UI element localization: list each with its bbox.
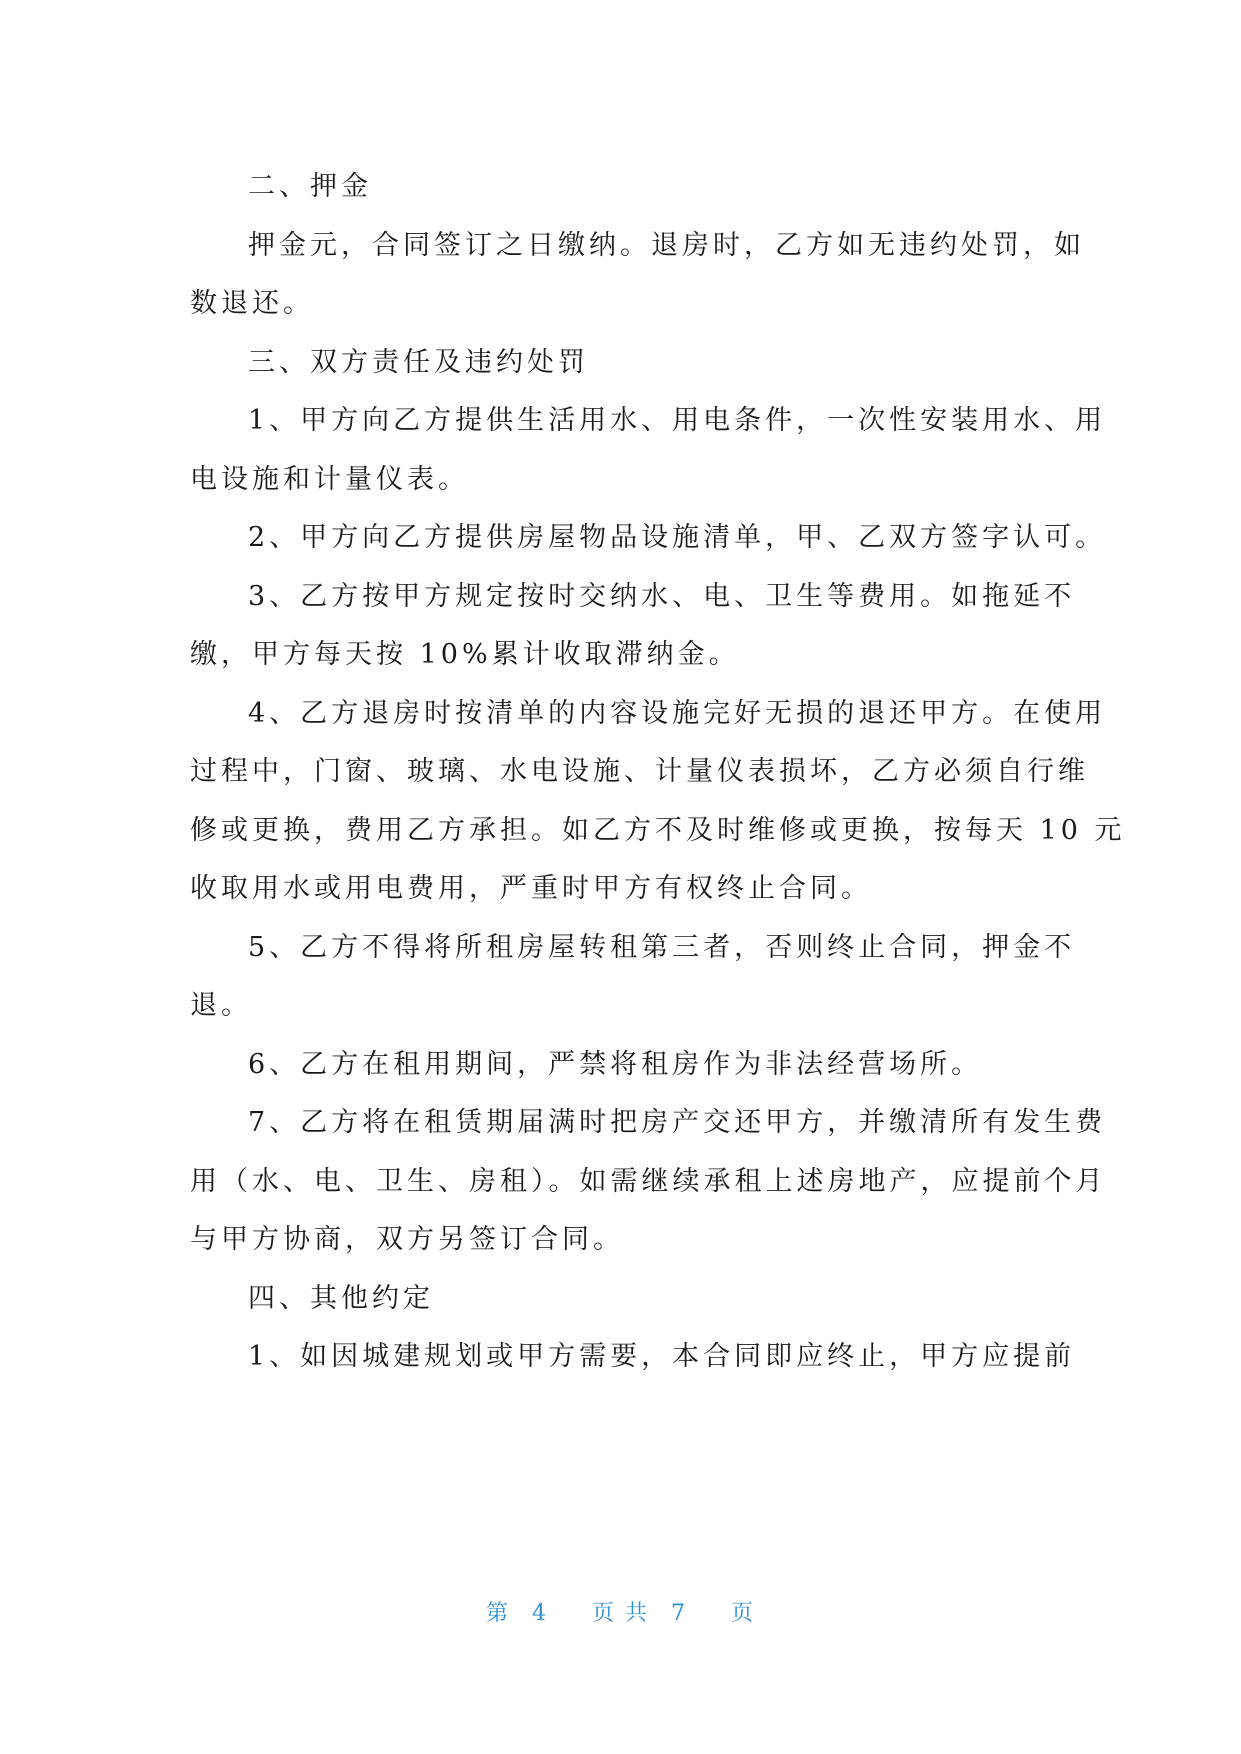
document-line: 6、乙方在租用期间，严禁将租房作为非法经营场所。 [248,1048,983,1080]
document-line: 2、甲方向乙方提供房屋物品设施清单，甲、乙双方签字认可。 [248,522,1107,553]
document-line: 押金元，合同签订之日缴纳。退房时，乙方如无违约处罚，如 [248,229,1085,261]
document-line: 数退还。 [190,288,314,319]
document-line: 与甲方协商，双方另签订合同。 [190,1224,624,1255]
document-line: 过程中，门窗、玻璃、水电设施、计量仪表损坏，乙方必须自行维 [190,756,1089,787]
document-line: 1、如因城建规划或甲方需要，本合同即应终止，甲方应提前 [248,1341,1076,1372]
document-line: 修或更换，费用乙方承担。如乙方不及时维修或更换，按每天 10 元 [190,814,1126,846]
document-line: 四、其他约定 [248,1282,434,1314]
document-line: 退。 [190,990,252,1021]
footer-middle: 页 共 [592,1601,649,1626]
document-line: 二、押金 [248,171,372,202]
document-line: 4、乙方退房时按清单的内容设施完好无损的退还甲方。在使用 [248,697,1107,729]
document-line: 电设施和计量仪表。 [190,463,469,495]
document-line: 缴，甲方每天按 10%累计收取滞纳金。 [190,639,740,670]
document-line: 收取用水或用电费用，严重时甲方有权终止合同。 [190,873,872,904]
footer-total-pages: 7 [671,1601,687,1626]
footer-suffix: 页 [731,1601,756,1626]
document-line: 7、乙方将在租赁期届满时把房产交还甲方，并缴清所有发生费 [248,1107,1107,1138]
document-line: 1、甲方向乙方提供生活用水、用电条件，一次性安装用水、用 [248,405,1107,436]
page-footer [0,1596,1241,1627]
document-line: 三、双方责任及违约处罚 [248,346,589,378]
document-line: 5、乙方不得将所租房屋转租第三者，否则终止合同，押金不 [248,931,1076,963]
document-body [190,158,1126,1387]
footer-prefix: 第 [485,1601,510,1626]
document-line: 3、乙方按甲方规定按时交纳水、电、卫生等费用。如拖延不 [248,580,1076,612]
footer-current-page: 4 [532,1601,548,1626]
document-line: 用（水、电、卫生、房租）。如需继续承租上述房地产，应提前个月 [190,1165,1107,1197]
